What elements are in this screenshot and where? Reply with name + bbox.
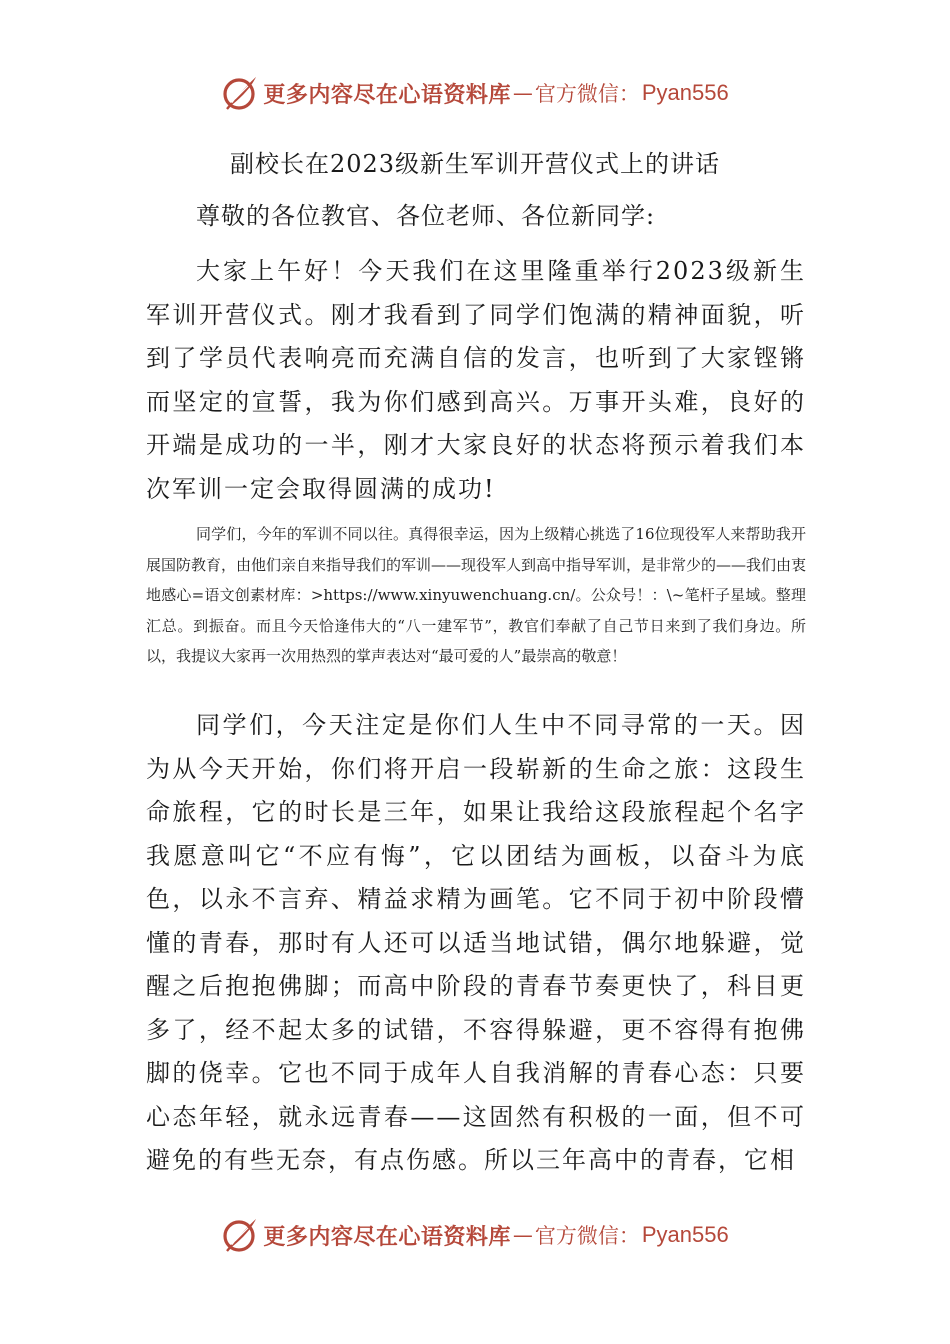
banner-wechat-label: 官方微信：: [534, 1224, 640, 1248]
paragraph-2: 同学们，今年的军训不同以往。真得很幸运，因为上级精心挑选了16位现役军人来帮助我开展国防教育，由他们亲自来指导我们的军训——现役军人到高中指导军训，是非常少的——我们由衷地感心=语文创素材库：>https://www.xinyuwenchuang.cn/。公众号！：\~笔杆子星域。整理汇总。到振奋。而且今天恰逢伟大的“八一建军节”，教官们奉献了自己节日来到了我们身边。所以，我提议大家再一次用热烈的掌声表达对“最可爱的人”最崇高的敬意！: [146, 525, 807, 665]
quill-logo-icon: [221, 73, 261, 113]
banner-dash: —: [512, 81, 533, 105]
header-banner: [0, 70, 950, 116]
salutation: 尊敬的各位教官、各位老师、各位新同学:: [196, 202, 656, 230]
footer-banner: [0, 1212, 950, 1258]
banner-dash: —: [512, 1223, 533, 1247]
banner-wechat-label: 官方微信：: [534, 82, 640, 106]
banner-brand-text: 更多内容尽在心语资料库: [263, 1223, 511, 1250]
banner-brand-text: 更多内容尽在心语资料库: [263, 81, 511, 108]
paragraph-3: 同学们，今天注定是你们人生中不同寻常的一天。因为从今天开始，你们将开启一段崭新的生命之旅：这段生命旅程，它的时长是三年，如果让我给这段旅程起个名字我愿意叫它“不应有悔”，它以团结为画板，以奋斗为底色，以永不言弃、精益求精为画笔。它不同于初中阶段懵懂的青春，那时有人还可以适当地试错，偶尔地躲避，觉醒之后抱抱佛脚；而高中阶段的青春节奏更快了，科目更多了，经不起太多的试错，不容得躲避，更不容得有抱佛脚的侥幸。它也不同于成年人自我消解的青春心态：只要心态年轻，就永远青春——这固然有积极的一面，但不可避免的有些无奈，有点伤感。所以三年高中的青春，它相: [146, 711, 806, 1174]
paragraph-1: 大家上午好！今天我们在这里隆重举行2023级新生军训开营仪式。刚才我看到了同学们饱满的精神面貌，听到了学员代表响亮而充满自信的发言，也听到了大家铿锵而坚定的宣誓，我为你们感到高兴。万事开头难，良好的开端是成功的一半，刚才大家良好的状态将预示着我们本次军训一定会取得圆满的成功!: [146, 257, 806, 503]
quill-logo-icon: [221, 1215, 261, 1255]
banner-wechat-id: Pyan556: [641, 80, 729, 105]
document-title: 副校长在2023级新生军训开营仪式上的讲话: [229, 150, 721, 178]
banner-wechat-id: Pyan556: [641, 1222, 729, 1247]
